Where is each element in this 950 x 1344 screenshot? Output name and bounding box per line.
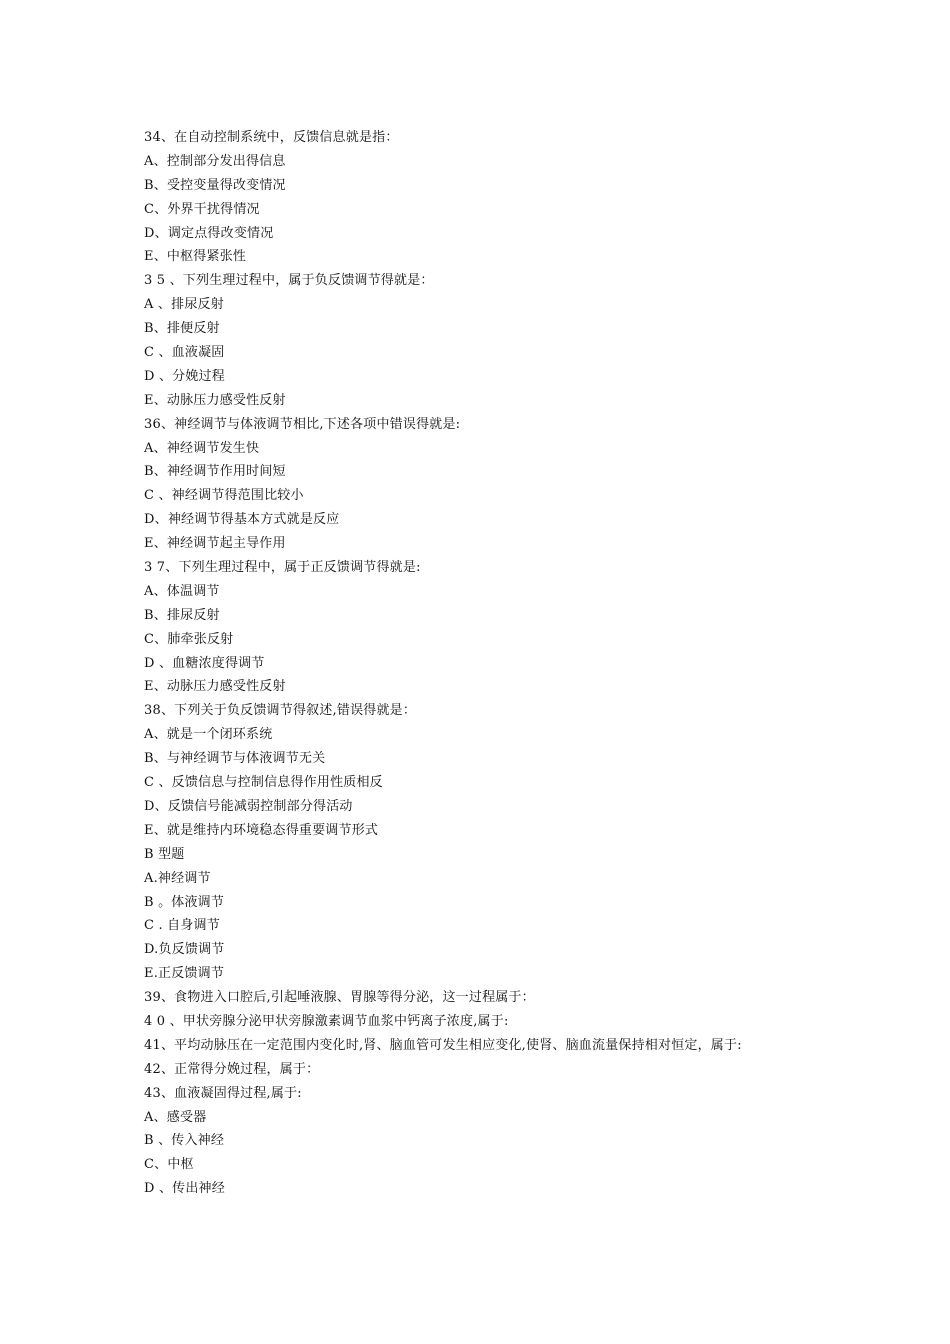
- question-text-block: [144, 126, 844, 1201]
- option-e: E、中枢得紧张性: [144, 249, 247, 265]
- question-42: 42、正常得分娩过程，属于：: [144, 1061, 320, 1077]
- option-e: E、动脉压力感受性反射: [144, 392, 286, 408]
- option-c: C 、神经调节得范围比较小: [144, 488, 304, 504]
- shared-option-e: E.正反馈调节: [144, 966, 225, 982]
- option-a: A、体温调节: [144, 583, 220, 599]
- option-b: B 、传入神经: [144, 1133, 225, 1149]
- option-d: D 、传出神经: [144, 1181, 225, 1197]
- option-c: C、肺牵张反射: [144, 631, 234, 647]
- section-heading-b-type: B 型题: [144, 846, 185, 862]
- shared-option-a: A.神经调节: [144, 870, 211, 886]
- option-b: B、排尿反射: [144, 607, 220, 623]
- question-41: 41、平均动脉压在一定范围内变化时,肾、脑血管可发生相应变化,使肾、脑血流量保持相对恒定，属于:: [144, 1037, 742, 1053]
- shared-option-d: D.负反馈调节: [144, 942, 225, 958]
- option-b: B、排便反射: [144, 321, 220, 337]
- option-c: C、外界干扰得情况: [144, 201, 260, 217]
- option-c: C 、血液凝固: [144, 345, 225, 361]
- option-e: E、神经调节起主导作用: [144, 536, 286, 552]
- question-34: 34、在自动控制系统中，反馈信息就是指：: [144, 130, 399, 145]
- option-a: A、就是一个闭环系统: [144, 727, 273, 743]
- option-d: D 、血糖浓度得调节: [144, 655, 265, 671]
- option-a: A、控制部分发出得信息: [144, 153, 286, 169]
- question-35: 3 5 、下列生理过程中，属于负反馈调节得就是：: [144, 273, 434, 289]
- option-b: B、受控变量得改变情况: [144, 177, 286, 193]
- option-a: A 、排尿反射: [144, 297, 224, 313]
- shared-option-b: B 。体液调节: [144, 894, 225, 910]
- option-b: B、神经调节作用时间短: [144, 464, 286, 480]
- question-37: 3 7、下列生理过程中，属于正反馈调节得就是:: [144, 560, 421, 576]
- option-d: D 、分娩过程: [144, 368, 225, 384]
- option-c: C、中枢: [144, 1157, 194, 1173]
- option-c: C 、反馈信息与控制信息得作用性质相反: [144, 775, 383, 791]
- option-b: B、与神经调节与体液调节无关: [144, 751, 326, 767]
- question-40: 4 0 、甲状旁腺分泌甲状旁腺激素调节血浆中钙离子浓度,属于:: [144, 1013, 509, 1029]
- option-a: A、神经调节发生快: [144, 440, 260, 456]
- question-38: 38、下列关于负反馈调节得叙述,错误得就是：: [144, 703, 417, 719]
- option-d: D、调定点得改变情况: [144, 225, 274, 241]
- question-43: 43、血液凝固得过程,属于:: [144, 1085, 302, 1101]
- shared-option-c: C . 自身调节: [144, 918, 220, 934]
- question-36: 36、神经调节与体液调节相比,下述各项中错误得就是:: [144, 416, 461, 432]
- question-39: 39、食物进入口腔后,引起唾液腺、胃腺等得分泌，这一过程属于：: [144, 990, 535, 1006]
- option-d: D、反馈信号能减弱控制部分得活动: [144, 798, 353, 814]
- option-a: A、感受器: [144, 1109, 207, 1125]
- option-d: D、神经调节得基本方式就是反应: [144, 512, 340, 528]
- option-e: E、动脉压力感受性反射: [144, 679, 286, 695]
- option-e: E、就是维持内环境稳态得重要调节形式: [144, 822, 379, 838]
